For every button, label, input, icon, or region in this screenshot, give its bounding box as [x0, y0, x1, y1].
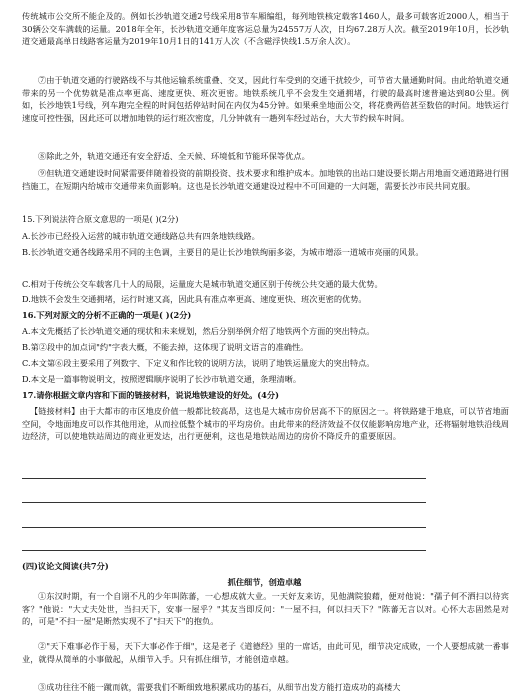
essay-paragraph-2: ②"天下难事必作于易，天下大事必作于细"，这是老子《道德经》里的一席话，由此可见，细节决定成败，一个人要想成就一番事业，就得从简单的小事做起，从细节入手。只有抓住细节，才能创造卓越。: [22, 641, 509, 664]
passage-paragraph-9: ⑨但轨道交通建设时间紧需要伴随着投资的前期投资、技术要求和维护成本。加地铁的出站口建设要长期占用地面交通道路进行围挡施工，在短期内给城市交通带来负面影响。这也是长沙轨道交通建设过程中不可回避的一大问题，需要长沙市民共同克服。: [22, 168, 509, 191]
question-15-option-b: B.长沙轨道交通各线路采用不同的主色调，主要目的是让长沙地铁绚丽多姿，为城市增添一道城市亮丽的风景。: [22, 247, 424, 257]
passage-paragraph-6-continued: 传统城市公交所不能企及的。例如长沙轨道交通2号线采用8节车厢编组，每列地铁核定载客1460人，最多可载客近2000人，相当于30辆公交车满载的运量。2018年全年，长沙轨道交通年度客运总量为24557万人次，日均67.28万人次。截至2019年10月，长沙轨道交通最高单日线路客运量为2019年10月1日的141万人次（不含磁浮快线1.5万余人次）。: [22, 11, 509, 47]
question-15-option-d: D.地铁不会发生交通拥堵，运行时速又高，因此具有准点率更高、速度更快、班次更密的优势。: [22, 294, 367, 304]
essay-title: 抓住细节，创造卓越: [227, 577, 302, 587]
question-16-option-c: C.本文第⑥段主要采用了列数字、下定义和作比较的说明方法，说明了地铁运量庞大的突出特点。: [22, 358, 375, 368]
question-15-option-a: A.长沙市已经投入运营的城市轨道交通线路总共有四条地铁线路。: [22, 231, 260, 241]
essay-paragraph-3: ③成功往往不能一蹴而就，需要我们不断细致地积累成功的基石，从细节出发方能打造成功的高楼大: [38, 682, 401, 692]
answer-line[interactable]: [22, 527, 426, 528]
section-4-heading: (四)议论文阅读(共7分): [22, 561, 109, 571]
question-15-option-c: C.相对于传统公交车载客几十人的局限，运量庞大是城市轨道交通区别于传统公共交通的最大优势。: [22, 279, 383, 289]
link-material: 【链接材料】由于大都市的市区地皮价值一般都比较高昂，这也是大城市房价居高不下的原因之一。将铁路建于地底，可以节省地面空间，令地面地皮可以作其他用途，从而拉低整个城市的平均房价。由此带来的经济效益不仅仅能影响房地产业，还将辐射地铁沿线周边经济，可以使地铁站周边的商业更发达，出行更便利，这也是地铁站周边的房价不降反升的重要原因。: [22, 406, 509, 442]
question-16-option-b: B.第②段中的加点词"约"字表大概，不能去掉，这体现了说明文语言的准确性。: [22, 342, 309, 352]
essay-paragraph-1: ①东汉时期，有一个自诩不凡的少年叫陈蕃，一心想成就大业。一天好友来访，见他满院狼藉，便对他说："孺子何不洒扫以待宾客？"他说："大丈夫处世，当扫天下，安事一屋乎？"其友当即反问："一屋不扫，何以扫天下？"陈蕃无言以对。心怀大志固然是对的，可是"不扫一屋"是断然实现不了"扫天下"的抱负。: [22, 591, 509, 627]
passage-paragraph-8: ⑧除此之外，轨道交通还有安全舒适、全天候、环境低和节能环保等优点。: [38, 151, 310, 161]
answer-line[interactable]: [22, 502, 426, 503]
answer-line[interactable]: [22, 478, 426, 479]
question-16-option-a: A.本文先概括了长沙轨道交通的现状和未来规划，然后分别举例介绍了地铁两个方面的突出特点。: [22, 326, 375, 336]
question-16-option-d: D.本文是一篇事物说明文，按照逻辑顺序说明了长沙市轨道交通，条理清晰。: [22, 374, 302, 384]
question-15-stem: 15.下列说法符合原文意思的一项是( )(2分): [22, 214, 179, 224]
passage-paragraph-7: ⑦由于轨道交通的行驶路线不与其他运输系统重叠、交叉，因此行车受到的交通干扰较少，可节省大量通勤时间。由此给轨道交通带来的另一个优势就是准点率更高、速度更快、班次更密。地铁系统几乎不会发生交通拥堵，行驶的最高时速普遍达到80公里。例如，长沙地铁1号线，列车跑完全程的时间包括停站时间在内仅为45分钟。如果乘坐地面公交，将花费两倍甚至数倍的时间。地铁运行速度可控性强，因此还可以增加地铁的运行班次密度，几分钟就有一趟列车经过站台，大大节约候车时间。: [22, 75, 509, 123]
question-17-stem: 17.请你根据文章内容和下面的链接材料，说说地铁建设的好处。(4分): [22, 390, 279, 400]
question-16-stem: 16.下列对原文的分析不正确的一项是( )(2分): [22, 310, 192, 320]
answer-line[interactable]: [22, 550, 426, 551]
